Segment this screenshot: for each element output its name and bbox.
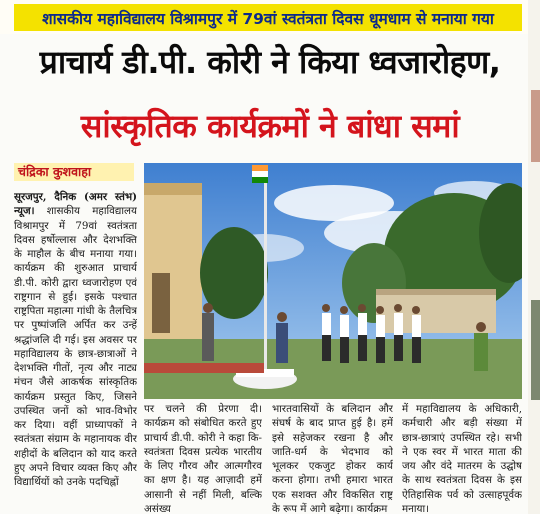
kicker-banner: शासकीय महाविद्यालय विश्रामपुर में 79वां स्वतंत्रता दिवस धूमधाम से मनाया गया (14, 4, 522, 31)
article-column-3: भारतवासियों के बलिदान और संघर्ष के बाद प्राप्त हुई है। हमें इसे सहेजकर रखना है और जाति-धर्म के भेदभाव को भूलकर एकजुट होकर कार्य करना होगा। तभी हमारा भारत एक सशक्त और विकसित राष्ट्र के रूप में आगे बढ़ेगा। कार्यक्रम (272, 403, 393, 514)
adjacent-image-1 (531, 90, 540, 162)
headline-line-1: प्राचार्य डी.पी. कोरी ने किया ध्वजारोहण, (39, 43, 501, 81)
column-1-text: शासकीय महाविद्यालय विश्रामपुर में 79वां स्वतंत्रता दिवस हर्षोल्लास और देशभक्ति के माहौल के बीच मनाया गया। कार्यक्रम की शुरुआत प्राचार्य डी.पी. कोरी द्वारा ध्वजारोहण एवं राष्ट्रगान से हुई। इसके पश्चात राष्ट्रपिता महात्मा गांधी के तैलचित्र पर पुष्पांजलि अर्पित कर उन्हें श्रद्धांजलि दी गई। इस अवसर पर महाविद्यालय के छात्र-छात्राओं ने देशभक्ति गीतों, नृत्य और नाट्य मंचन जैसे आकर्षक सांस्कृतिक कार्यक्रम प्रस्तुत किए, जिसने उपस्थित जनों को भाव-विभोर कर दिया। वहीं प्राध्यापकों ने स्वतंत्रता संग्राम के महानायक वीर शहीदों के बलिदान को याद करते हुए अपने विचार व्यक्त किए और विद्यार्थियों को उनके पदचिह्नों (14, 205, 137, 488)
article-column-1 (14, 190, 137, 514)
adjacent-page-edge (528, 0, 540, 514)
photo-illustration (144, 163, 522, 399)
headline-line-2: सांस्कृतिक कार्यक्रमों ने बांधा समां (80, 107, 460, 145)
article-column-2: पर चलने की प्रेरणा दी। कार्यक्रम को संबोधित करते हुए प्राचार्य डी.पी. कोरी ने कहा कि- स्वतंत्रता दिवस प्रत्येक भारतीय के लिए गौरव और आत्मगौरव का क्षण है। यह आज़ादी हमें आसानी से नहीं मिली, बल्कि असंख्य (144, 403, 262, 514)
article-column-4: में महाविद्यालय के अधिकारी, कर्मचारी और बड़ी संख्या में छात्र-छात्राएं उपस्थित रहे। सभी ने एक स्वर में भारत माता की जय और वंदे मातरम के उद्घोष के साथ स्वतंत्रता दिवस के इस ऐतिहासिक पर्व को उत्साहपूर्वक मनाया। (402, 403, 522, 514)
flag-hoisting-photo (144, 163, 522, 399)
byline: चंद्रिका कुशवाहा (14, 163, 134, 181)
adjacent-image-2 (531, 300, 540, 400)
dateline: सूरजपुर, दैनिक (अमर स्तंभ) न्यूज। (14, 191, 137, 218)
